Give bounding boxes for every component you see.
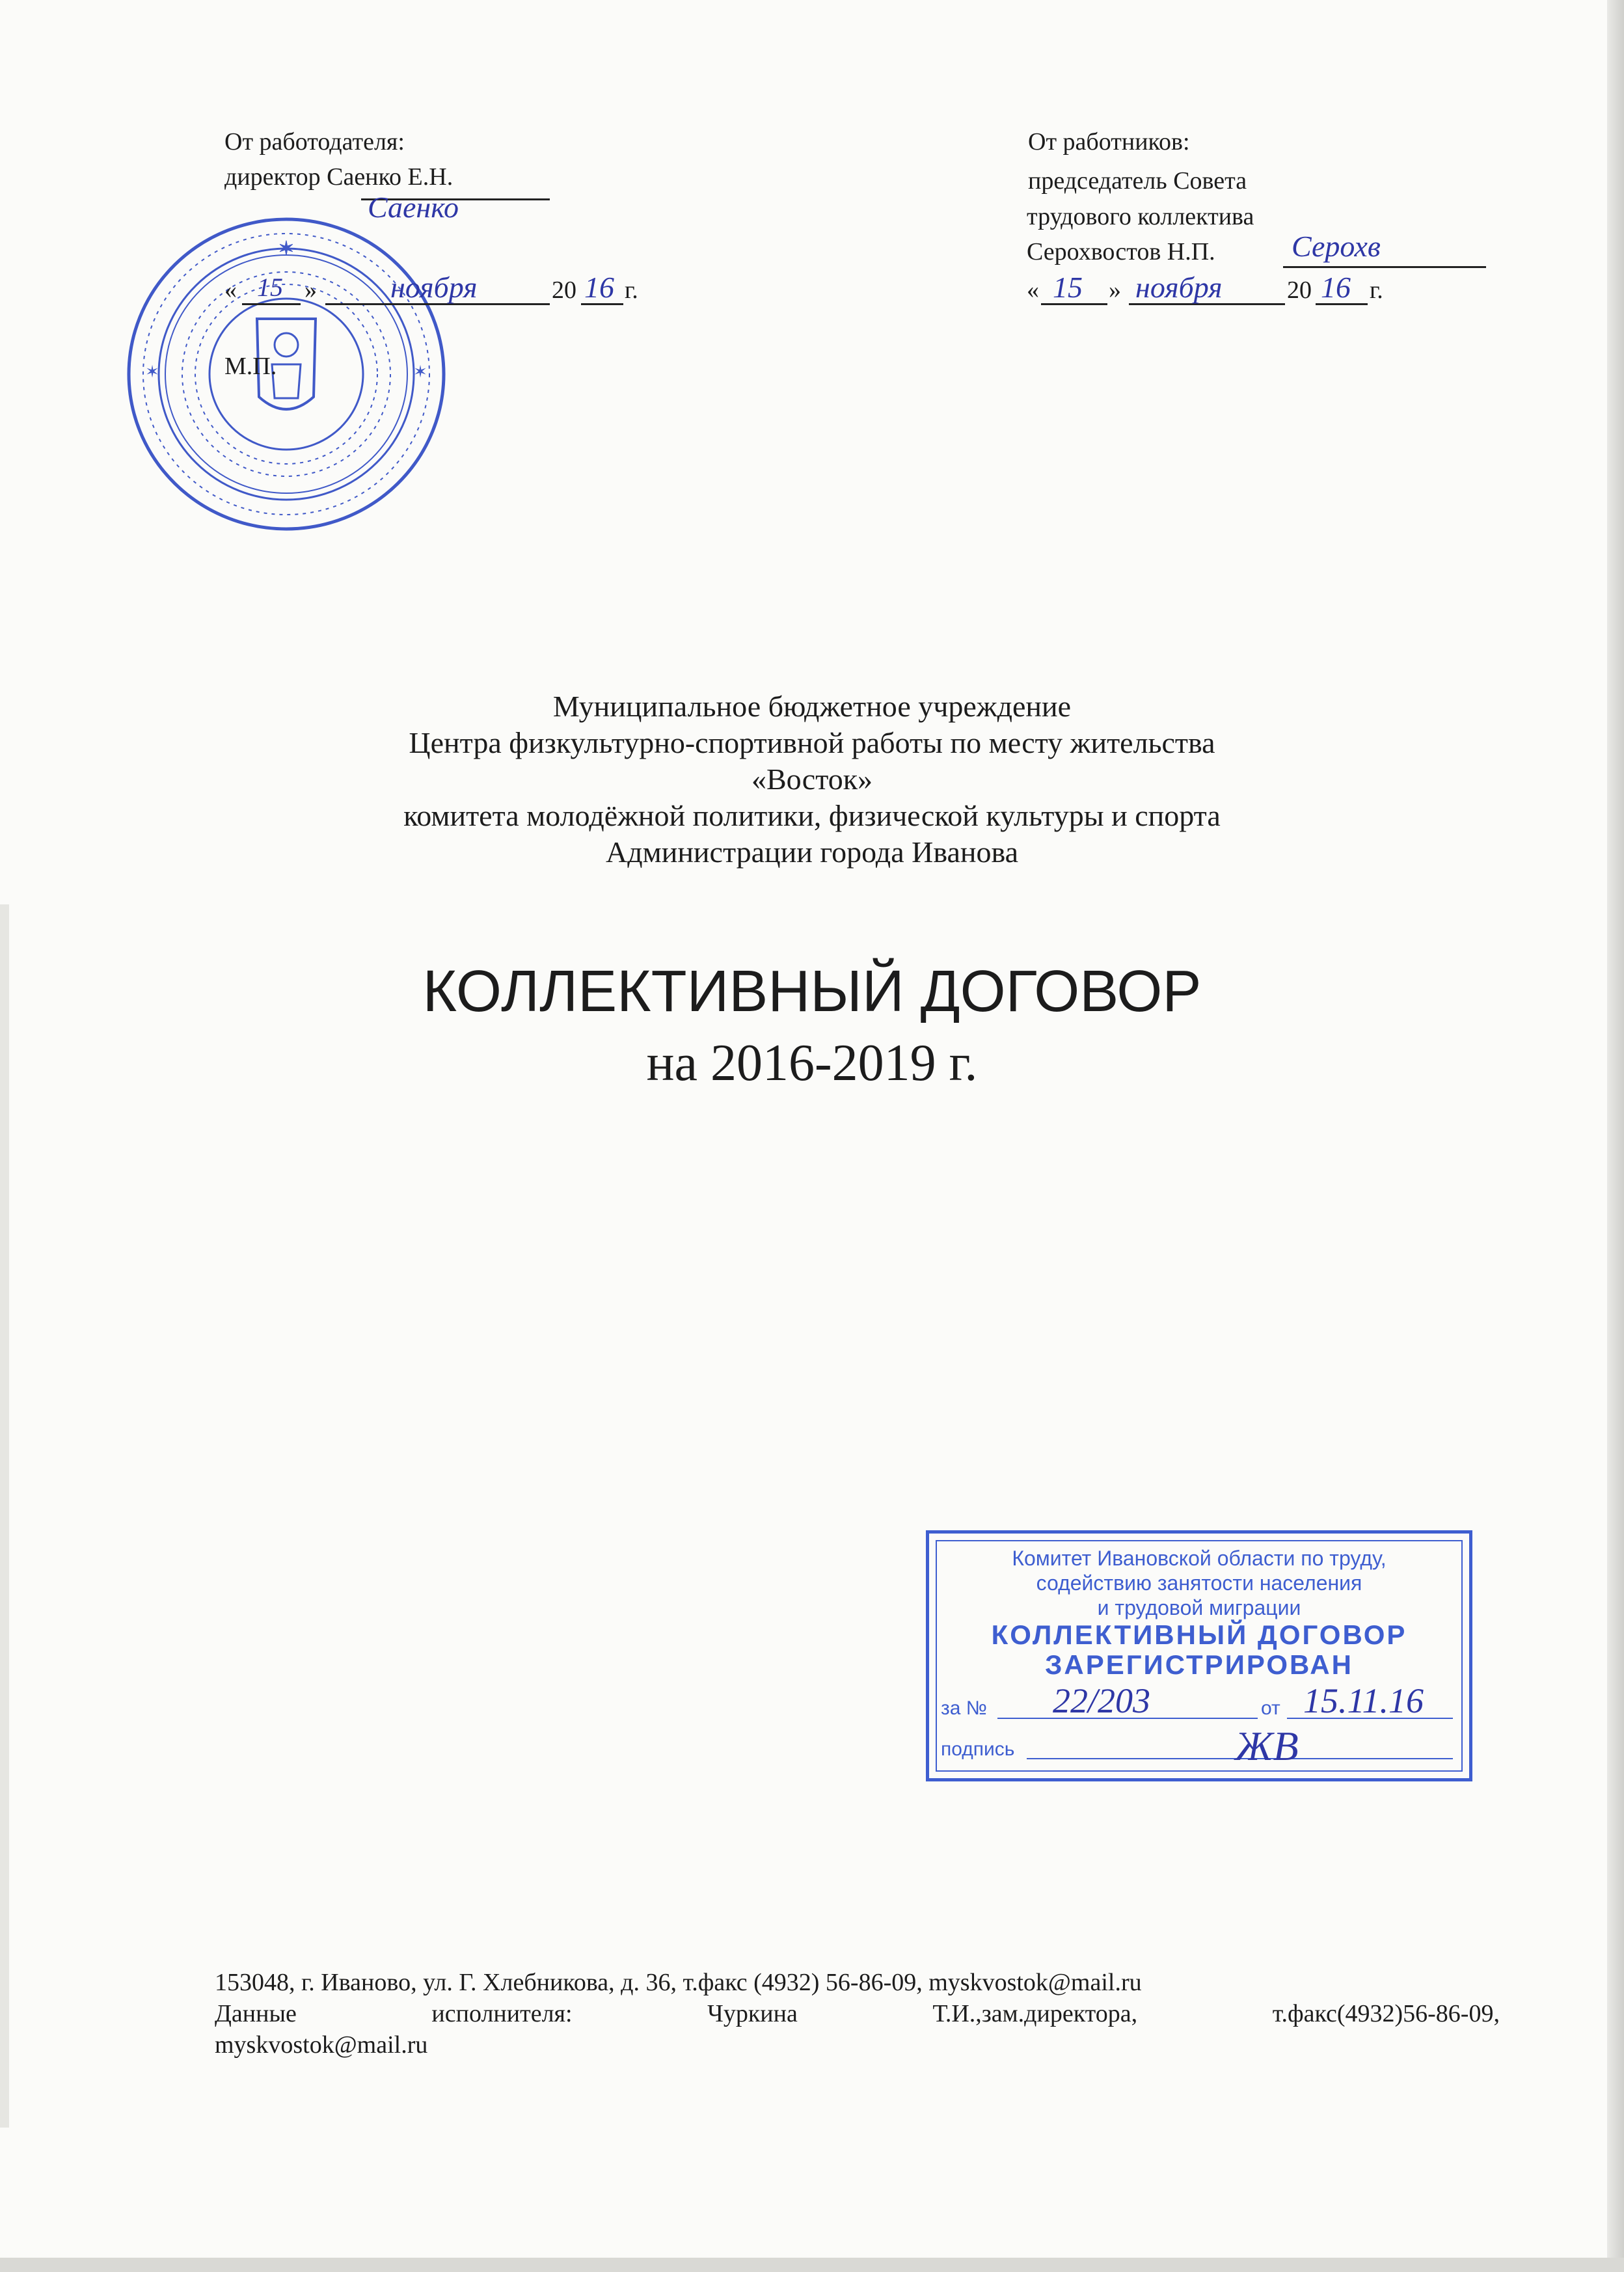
employees-name: Серохвостов Н.П. xyxy=(1027,238,1215,265)
footer-executor-position: Т.И.,зам.директора, xyxy=(932,2000,1138,2027)
employees-year-unit: г. xyxy=(1370,277,1383,304)
employer-signature: Саенко xyxy=(368,191,459,224)
employees-line2: трудового коллектива xyxy=(1027,203,1254,230)
registration-stamp-line4: КОЛЛЕКТИВНЫЙ ДОГОВОР xyxy=(991,1619,1407,1650)
employer-quote-open: « xyxy=(224,277,237,304)
employees-year-prefix: 20 xyxy=(1287,277,1312,304)
registration-stamp-line3: и трудовой миграции xyxy=(1097,1596,1301,1619)
footer-executor-email: myskvostok@mail.ru xyxy=(215,2031,428,2059)
footer-executor-line xyxy=(215,1999,1500,2029)
employees-line1: председатель Совета xyxy=(1028,167,1247,195)
svg-text:✶: ✶ xyxy=(145,362,159,381)
employees-day: 15 xyxy=(1053,271,1083,304)
employees-month: ноября xyxy=(1135,271,1223,304)
employees-heading: От работников: xyxy=(1028,128,1190,156)
footer-executor-name: Чуркина xyxy=(707,2000,798,2027)
registration-signature-label: подпись xyxy=(941,1738,1015,1760)
page-bottom-shadow xyxy=(0,2258,1624,2272)
organization-line3: «Восток» xyxy=(751,763,873,796)
employer-year-unit: г. xyxy=(625,277,638,304)
employees-signature-line xyxy=(1283,266,1486,268)
employer-quote-close: » xyxy=(304,277,317,304)
svg-text:✶: ✶ xyxy=(278,238,295,260)
svg-text:✶: ✶ xyxy=(413,362,427,381)
employer-month: ноября xyxy=(390,271,478,304)
employer-position: директор Саенко Е.Н. xyxy=(224,163,453,191)
organization-line2: Центра физкультурно-спортивной работы по месту жительства xyxy=(409,726,1215,759)
footer-executor-word2: исполнителя: xyxy=(431,2000,573,2027)
employer-year-suffix: 16 xyxy=(584,271,614,304)
document-period: на 2016-2019 г. xyxy=(646,1035,978,1092)
round-seal xyxy=(124,215,449,534)
organization-line5: Администрации города Иванова xyxy=(605,835,1019,869)
registration-stamp-line5: ЗАРЕГИСТРИРОВАН xyxy=(1045,1649,1353,1680)
registration-date-value: 15.11.16 xyxy=(1303,1681,1424,1720)
stamp-mp-label: М.П. xyxy=(224,353,277,380)
registration-date-label: от xyxy=(1261,1697,1280,1719)
employees-quote-close: » xyxy=(1109,277,1121,304)
registration-stamp-line2: содействию занятости населения xyxy=(1036,1571,1362,1595)
employer-heading: От работодателя: xyxy=(224,128,405,156)
footer-executor-phone: т.факс(4932)56-86-09, xyxy=(1272,2000,1500,2027)
registration-stamp xyxy=(926,1530,1472,1781)
document-title: КОЛЛЕКТИВНЫЙ ДОГОВОР xyxy=(422,959,1202,1024)
employer-day-line xyxy=(242,303,301,305)
footer-address: 153048, г. Иваново, ул. Г. Хлебникова, д. 36, т.факс (4932) 56-86-09, myskvostok@mail.ru xyxy=(215,1969,1142,1996)
registration-number-value: 22/203 xyxy=(1053,1681,1151,1720)
employer-year-prefix: 20 xyxy=(552,277,576,304)
registration-number-label: за № xyxy=(941,1697,987,1719)
employees-signature: Серохв xyxy=(1292,230,1381,263)
employees-year-suffix: 16 xyxy=(1321,271,1351,304)
footer-executor-label: Данные xyxy=(215,2000,297,2027)
page-spine-shadow xyxy=(1607,0,1624,2272)
registration-signature-mark: ЖВ xyxy=(1235,1723,1299,1769)
organization-line4: комитета молодёжной политики, физической культуры и спорта xyxy=(403,799,1221,832)
organization-line1: Муниципальное бюджетное учреждение xyxy=(552,690,1072,723)
organization-block xyxy=(0,688,1624,871)
registration-stamp-line1: Комитет Ивановской области по труду, xyxy=(1012,1547,1387,1570)
employees-quote-open: « xyxy=(1027,277,1039,304)
employer-day: 15 xyxy=(257,273,283,302)
